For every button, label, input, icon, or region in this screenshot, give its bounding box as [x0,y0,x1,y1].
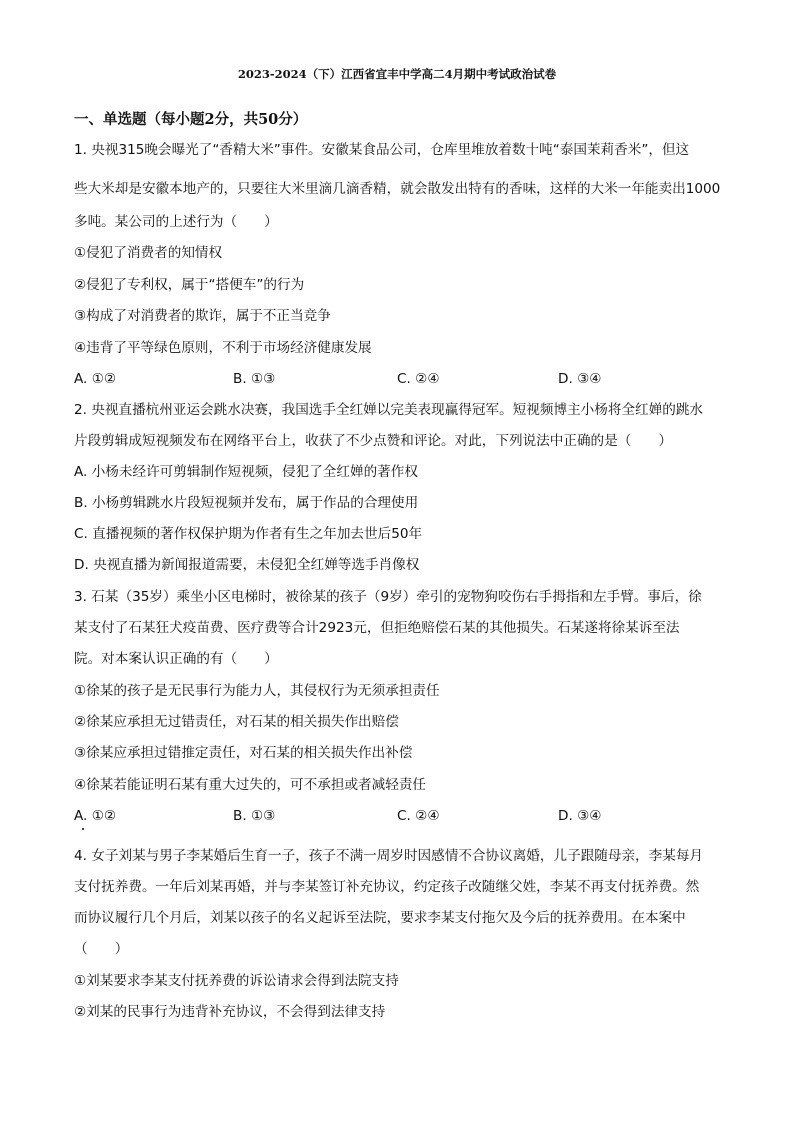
q3-statement-2: ②徐某应承担无过错责任，对石某的相关损失作出赔偿 [74,714,399,730]
q1-line-2: 些大米却是安徽本地产的，只要往大米里滴几滴香精，就会散发出特有的香味，这样的大米一年能卖出1000 [74,181,721,197]
q1-statement-1: ①侵犯了消费者的知情权 [74,245,223,261]
q3-statement-4: ④徐某若能证明石某有重大过失的，可不承担或者减轻责任 [74,777,427,793]
q1-option-c: C. ②④ [397,371,440,387]
q1-line-3: 多吨。某公司的上述行为（ ） [74,214,278,230]
q4-line-1: 4. 女子刘某与男子李某婚后生育一子，孩子不满一周岁时因感情不合协议离婚，儿子跟随母亲，李某每月 [74,848,704,864]
q4-line-4: （ ） [74,941,129,957]
q1-statement-4: ④违背了平等绿色原则，不利于市场经济健康发展 [74,340,372,356]
stray-dot [82,828,84,830]
q1-line-1: 1. 央视315晚会曝光了“香精大米”事件。安徽某食品公司，仓库里堆放着数十吨“泰国茉莉香米”，但这 [74,142,690,158]
q4-statement-2: ②刘某的民事行为违背补充协议，不会得到法律支持 [74,1004,386,1020]
q3-statement-1: ①徐某的孩子是无民事行为能力人，其侵权行为无须承担责任 [74,683,440,699]
q1-option-d: D. ③④ [558,371,602,387]
q4-line-2: 支付抚养费。一年后刘某再婚，并与李某签订补充协议，约定孩子改随继父姓，李某不再支付抚养费。然 [74,879,700,895]
q1-statement-2: ②侵犯了专利权，属于“搭便车”的行为 [74,277,305,293]
q2-choice-a: A. 小杨未经许可剪辑制作短视频，侵犯了全红婵的著作权 [74,464,418,480]
q3-line-2: 某支付了石某狂犬疫苗费、医疗费等合计2923元，但拒绝赔偿石某的其他损失。石某遂将徐某诉至法 [74,620,680,636]
q2-choice-c: C. 直播视频的著作权保护期为作者有生之年加去世后50年 [74,526,423,542]
q3-option-b: B. ①③ [233,808,276,824]
q1-option-b: B. ①③ [233,371,276,387]
q2-line-1: 2. 央视直播杭州亚运会跳水决赛，我国选手全红婵以完美表现赢得冠军。短视频博主小杨将全红婵的跳水 [74,402,704,418]
q3-option-c: C. ②④ [397,808,440,824]
q4-line-3: 而协议履行几个月后，刘某以孩子的名义起诉至法院，要求李某支付拖欠及今后的抚养费用。在本案中 [74,910,686,926]
q3-option-d: D. ③④ [558,808,602,824]
q2-choice-d: D. 央视直播为新闻报道需要，未侵犯全红婵等选手肖像权 [74,557,420,573]
q3-line-1: 3. 石某（35岁）乘坐小区电梯时，被徐某的孩子（9岁）牵引的宠物狗咬伤右手拇指和左手臂。事后，徐 [74,589,702,605]
q3-line-3: 院。对本案认识正确的有（ ） [74,651,278,667]
q4-statement-1: ①刘某要求李某支付抚养费的诉讼请求会得到法院支持 [74,973,399,989]
section-heading: 一、单选题（每小题2分，共50分） [74,111,308,128]
q3-option-a: A. ①② [74,808,117,824]
q2-line-2: 片段剪辑成短视频发布在网络平台上，收获了不少点赞和评论。对此，下列说法中正确的是（ ） [74,433,673,449]
q3-statement-3: ③徐某应承担过错推定责任，对石某的相关损失作出补偿 [74,745,413,761]
q1-statement-3: ③构成了对消费者的欺诈，属于不正当竞争 [74,308,331,324]
q1-option-a: A. ①② [74,371,117,387]
q2-choice-b: B. 小杨剪辑跳水片段短视频并发布，属于作品的合理使用 [74,495,419,511]
page-title: 2023-2024（下）江西省宜丰中学高二4月期中考试政治试卷 [237,67,557,81]
